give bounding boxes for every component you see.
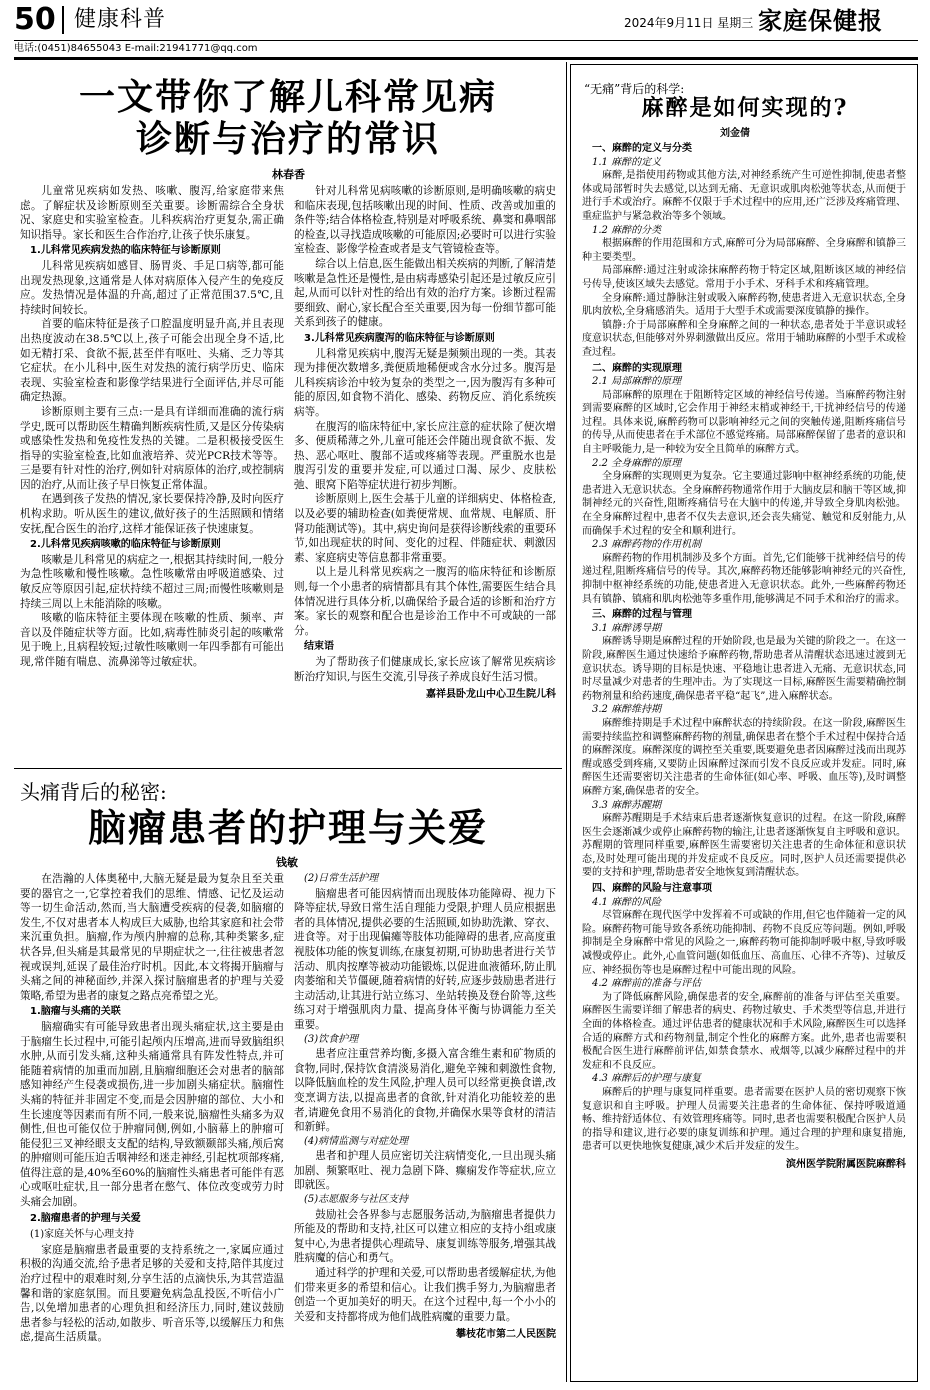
section-heading: 结束语 [304, 641, 334, 653]
paragraph: 儿童常见疾病如发热、咳嗽、腹泻,给家庭带来焦虑。了解症状及诊断原则至关重要。诊断需综合全身状况、家庭史和实验室检查。儿科疾病治疗更复杂,需正确知识指导。家长和医生合作治疗,让孩子快乐康复。 [20, 185, 284, 241]
paragraph: 咳嗽是儿科常见的病症之一,根据其持续时间,一般分为急性咳嗽和慢性咳嗽。急性咳嗽常由呼吸道感染、过敏反应等原因引起,症状持续不超过三周;而慢性咳嗽则是持续三周以上未能消除的咳嗽。 [20, 553, 284, 610]
paragraph: 鼓励社会各界参与志愿服务活动,为脑瘤患者提供力所能及的帮助和支持,社区可以建立相应的支持小组或康复中心,为患者提供心理疏导、康复训练等服务,增强其战胜病魔的信心和勇气。 [294, 1208, 556, 1265]
article1-author: 林春香 [272, 168, 305, 181]
article3-title: 麻醉是如何实现的? [641, 95, 849, 121]
paragraph: 根据麻醉的作用范围和方式,麻醉可分为局部麻醉、全身麻醉和镇静三种主要类型。 [582, 238, 906, 263]
article2-kicker: 头痛背后的秘密: [20, 780, 167, 804]
page-number: 50 [14, 2, 56, 37]
section-title: 健康科普 [74, 7, 167, 32]
article2-column-1 [20, 872, 284, 1378]
paragraph: 患者应注重营养均衡,多摄入富含维生素和矿物质的食物,同时,保持饮食清淡易消化,避免辛辣和刺激性食物,以降低脑血栓的发生风险,护理人员可以经常更换食谱,改变烹调方法,以提高患者的食欲,针对消化功能较差的患者,请避免食用不易消化的食物,并确保水果等食材的清洁和新鲜。 [294, 1048, 556, 1134]
subsection-heading: (5)志愿服务与社区支持 [304, 1194, 409, 1206]
paragraph: 麻醉苏醒期是手术结束后患者逐渐恢复意识的过程。在这一阶段,麻醉医生会逐渐减少或停止麻醉药物的输注,让患者逐渐恢复自主呼吸和意识。苏醒期的管理同样重要,麻醉医生需要密切关注患者的生命体征和意识状态,及时处理可能出现的并发症或不良反应。同时,医护人员还需要提供必要的支持和护理,帮助患者安全地恢复到清醒状态。 [582, 813, 906, 879]
paragraph: 为了降低麻醉风险,确保患者的安全,麻醉前的准备与评估至关重要。麻醉医生需要详细了解患者的病史、药物过敏史、手术类型等信息,并进行全面的体格检查。通过评估患者的健康状况和手术风险,麻醉医生可以选择合适的麻醉方式和药物剂量,制定个性化的麻醉方案。此外,患者也需要积极配合医生进行麻醉前评估,如禁食禁水、戒烟等,以减少麻醉过程中的并发症和不良反应。 [582, 991, 906, 1071]
subsection-heading: 4.1 麻醉的风险 [592, 896, 662, 908]
subsection-heading: (3)饮食护理 [304, 1033, 359, 1045]
paragraph: 在腹泻的临床特征中,家长应注意的症状除了便次增多、便质稀薄之外,儿童可能还会伴随出现食欲不振、发热、恶心呕吐、腹部不适或疼痛等表现。严重脱水也是腹泻引发的重要并发症,可以通过口渴、尿少、皮肤松弛、眼窝下陷等症状进行初步判断。 [294, 420, 556, 491]
header-rule [14, 40, 918, 41]
paragraph: 麻醉药物的作用机制涉及多个方面。首先,它们能够干扰神经信号的传递过程,阻断疼痛信号的传导。其次,麻醉药物还能够影响神经元的兴奋性,抑制中枢神经系统的功能,使患者进入无意识状态。此外,一些麻醉药物还具有镇静、镇痛和肌肉松弛等多重作用,能够满足不同手术和治疗的需求。 [582, 552, 906, 605]
masthead-divider [62, 6, 64, 34]
issue-date: 2024年9月11日 星期三 [624, 16, 754, 30]
section-heading: 四、麻醉的风险与注意事项 [592, 883, 712, 895]
article1-title-line1: 一文带你了解儿科常见病 [78, 76, 497, 118]
header-thick-rule [14, 57, 918, 60]
paragraph: 针对儿科常见病咳嗽的诊断原则,是明确咳嗽的病史和临床表现,包括咳嗽出现的时间、性质、改善或加重的条件等;结合体格检查,特别是对呼吸系统、鼻窦和鼻咽部的检查,以寻找造成咳嗽的可能原因;必要时可以进行实验室检查、影像学检查或者是支气管镜检查等。 [294, 185, 556, 256]
paragraph: 通过科学的护理和关爱,可以帮助患者缓解症状,为他们带来更多的希望和信心。让我们携手努力,为脑瘤患者创造一个更加美好的明天。在这个过程中,每一个小小的关爱和支持都将成为他们战胜病魔的重要力量。 [294, 1267, 556, 1323]
article1-column-1 [20, 184, 284, 762]
section-heading: 一、麻醉的定义与分类 [592, 143, 692, 154]
subsection-heading: 4.3 麻醉后的护理与康复 [592, 1073, 702, 1085]
subsection-heading: 3.1 麻醉诱导期 [592, 622, 662, 634]
paragraph: 全身麻醉的实现则更为复杂。它主要通过影响中枢神经系统的功能,使患者进入无意识状态。全身麻醉药物通常作用于大脑皮层和脑干等区域,抑制神经元的兴奋性,阻断疼痛信号在大脑中的传递,并导致全身肌肉松弛。在全身麻醉过程中,患者不仅失去意识,还会丧失痛觉、触觉和反射能力,从而确保手术过程的安全和顺利进行。 [582, 471, 906, 537]
contact-line: 电话:(0451)84655043 E-mail:21941771@qq.com [14, 43, 258, 54]
article3-kicker: “无痛”背后的科学: [584, 82, 685, 96]
byline-institution: 攀枝花市第二人民医院 [456, 1329, 556, 1341]
paragraph: 镇静:介于局部麻醉和全身麻醉之间的一种状态,患者处于半意识或轻度意识状态,但能够对外界刺激做出反应。常用于辅助麻醉的小型手术或检查过程。 [582, 319, 906, 358]
left-column-area [14, 64, 562, 1382]
paragraph: 为了帮助孩子们健康成长,家长应该了解常见疾病诊断治疗知识,与医生交流,引导孩子养成良好生活习惯。 [294, 656, 556, 683]
section-heading: 1.脑瘤与头痛的关联 [30, 1006, 121, 1018]
paragraph: 脑瘤患者可能因病情而出现肢体功能障碍、视力下降等症状,导致日常生活自理能力受限,护理人员应根据患者的具体情况,提供必要的生活照顾,如协助洗漱、穿衣、进食等。对于出现偏瘫等肢体功能障碍的患者,应高度重视肢体功能的恢复训练,在康复初期,可协助患者进行关节活动、肌肉按摩等被动功能锻炼,以促进血液循环,防止肌肉萎缩和关节僵硬,随着病情的好转,应逐步鼓励患者进行主动活动,让其进行站立练习、坐站转换及登台阶等,这些练习对于增强肌肉力量、提高身体平衡与协调能力至关重要。 [294, 887, 556, 1031]
article1-title-line2: 诊断与治疗的常识 [135, 118, 440, 160]
article-separator [14, 768, 562, 769]
subsection-heading: (4)病情监测与对症处理 [304, 1135, 409, 1147]
newspaper-name: 家庭保健报 [758, 6, 883, 35]
byline-institution: 嘉祥县卧龙山中心卫生院儿科 [426, 689, 556, 701]
right-column-area [570, 64, 920, 1382]
section-heading: 2.脑瘤患者的护理与关爱 [30, 1212, 141, 1224]
article2-author: 钱敏 [276, 856, 298, 869]
paragraph: 在遇到孩子发热的情况,家长要保持冷静,及时向医疗机构求助。听从医生的建议,做好孩子的生活照顾和情绪安抚,配合医生的治疗,这样才能保证孩子快速康复。 [20, 493, 284, 535]
section-heading: 2.儿科常见疾病咳嗽的临床特征与诊断原则 [30, 539, 221, 551]
paragraph: 家庭是脑瘤患者最重要的支持系统之一,家属应通过积极的沟通交流,给予患者足够的关爱和支持,陪伴其度过治疗过程中的艰难时刻,分享生活的点滴快乐,为其营造温馨和谐的家庭氛围。而且要避免病急乱投医,不听信小广告,以免增加患者的心理负担和经济压力,同时,建议鼓励患者参与轻松的活动,如散步、听音乐等,以缓解压力和焦虑,提高生活质量。 [20, 1243, 284, 1344]
byline-institution: 滨州医学院附属医院麻醉科 [786, 1158, 906, 1170]
subsection-heading: (1)家庭关怀与心理支持 [30, 1229, 135, 1241]
paragraph: 诊断原则上,医生会基于儿童的详细病史、体格检查,以及必要的辅助检查(如粪便常规、血常规、电解质、肝肾功能测试等)。其中,病史询问是获得诊断线索的重要环节,如出现症状的时间、变化的过程、伴随症状、刺激因素、家庭病史等信息都非常重要。 [294, 493, 556, 564]
paragraph: 以上是儿科常见疾病之一腹泻的临床特征和诊断原则,每一个小患者的病情都具有其个体性,需要医生结合具体情况进行具体分析,以确保给予最合适的诊断和治疗方案。家长的观察和配合也是诊治工作中不可或缺的一部分。 [294, 566, 556, 637]
subsection-heading: 3.2 麻醉维持期 [592, 704, 662, 716]
paragraph: 局部麻醉的原理在于阻断特定区域的神经信号传递。当麻醉药物注射到需要麻醉的区域时,它会作用于神经末梢或神经干,干扰神经信号的传递过程。具体来说,麻醉药物可以影响神经元之间的突触传递,阻断疼痛信号的传导,从而使患者在手术部位不感觉疼痛。局部麻醉保留了患者的意识和自主呼吸能力,是一种较为安全且简单的麻醉方式。 [582, 389, 906, 456]
paragraph: 麻醉维持期是手术过程中麻醉状态的持续阶段。在这一阶段,麻醉医生需要持续监控和调整麻醉药物的剂量,确保患者在整个手术过程中保持合适的麻醉深度。麻醉深度的调控至关重要,既要避免患者因麻醉过浅而出现苏醒或感受到疼痛,又要防止因麻醉过深而引发不良反应或并发症。同时,麻醉医生还需要密切关注患者的生命体征(如心率、呼吸、血压等),及时调整麻醉方案,确保患者的安全。 [582, 717, 906, 797]
paragraph: 诊断原则主要有三点:一是具有详细而准确的流行病学史,既可以帮助医生精确判断疾病性质,又是区分传染病或感染性发热和免疫性发热的关键。二是积极接受医生指导的实验室检查,比如血液培养、荧光PCR技术等等。三是要有针对性的治疗,例如针对病原体的治疗,或控制病因的治疗,从而让孩子早日恢复正常体温。 [20, 405, 284, 491]
section-heading: 二、麻醉的实现原理 [592, 362, 682, 374]
paragraph: 首要的临床特征是孩子口腔温度明显升高,并且表现出热度波动在38.5℃以上,孩子可能会出现全身不适,比如无精打采、食欲不振,甚至伴有呕吐、头痛、乏力等其它症状。在小儿科中,医生对发热的流行病学历史、临床表现、实验室检查和影像学结果进行全面评估,并尽可能确定热源。 [20, 318, 284, 404]
paragraph: 在浩瀚的人体奥秘中,大脑无疑是最为复杂且至关重要的器官之一,它掌控着我们的思维、情感、记忆及运动等一切生命活动,然而,当大脑遭受疾病的侵袭,如脑瘤的发生,不仅对患者本人构成巨大威胁,也给其家庭和社会带来沉重负担。脑瘤,作为颅内肿瘤的总称,其种类繁多,症状各异,但头痛是其最常见的早期症状之一,往往被患者忽视或误判,延误了最佳治疗时机。因此,本文将揭开脑瘤与头痛之间的神秘面纱,并深入探讨脑瘤患者的护理与关爱策略,希望为患者的康复之路点亮希望之光。 [20, 873, 284, 1002]
subsection-heading: 3.3 麻醉苏醒期 [592, 799, 662, 811]
subsection-heading: (2)日常生活护理 [304, 873, 379, 884]
section-heading: 3.儿科常见疾病腹泻的临床特征与诊断原则 [304, 332, 495, 344]
paragraph: 尽管麻醉在现代医学中发挥着不可或缺的作用,但它也伴随着一定的风险。麻醉药物可能导致各系统功能抑制、药物不良反应等问题。例如,呼吸抑制是全身麻醉中常见的风险之一,麻醉药物可能抑制呼吸中枢,导致呼吸减慢或停止。此外,心血管问题(如低血压、高血压、心律不齐等)、过敏反应、神经损伤等也是麻醉过程中可能出现的风险。 [582, 910, 906, 976]
subsection-heading: 2.1 局部麻醉的原理 [592, 376, 682, 388]
paragraph: 脑瘤确实有可能导致患者出现头痛症状,这主要是由于脑瘤生长过程中,可能引起颅内压增高,进而导致脑组织水肿,从而引发头痛,这种头痛通常具有阵发性特点,并可能随着病情的加重而加剧,且脑瘤细胞还会对患者的脑部感知神经产生侵袭或损伤,进一步加剧头痛症状。脑瘤性头痛的特征并非固定不变,而是会因肿瘤的部位、大小和生长速度等因素而有所不同,一般来说,脑瘤性头痛多为双侧性,但也可能仅位于肿瘤同侧,例如,小脑幕上的肿瘤可能侵犯三叉神经眼支支配的结构,导致额颞部头痛,颅后窝的肿瘤则可能压迫舌咽神经和迷走神经,引起枕项部疼痛,值得注意的是,40%至60%的脑瘤性头痛患者可能伴有恶心或呕吐症状,且一部分患者在憋气、体位改变或劳力时头痛会加剧。 [20, 1020, 284, 1209]
subsection-heading: 2.3 麻醉药物的作用机制 [592, 539, 702, 551]
paragraph: 全身麻醉:通过静脉注射或吸入麻醉药物,使患者进入无意识状态,全身肌肉放松,全身痛感消失。适用于大型手术或需要深度镇静的操作。 [582, 292, 906, 318]
article2-column-2 [294, 872, 556, 1378]
paragraph: 麻醉诱导期是麻醉过程的开始阶段,也是最为关键的阶段之一。在这一阶段,麻醉医生通过快速给予麻醉药物,帮助患者从清醒状态迅速过渡到无意识状态。诱导期的目标是快速、平稳地让患者进入无痛、无意识状态,同时尽量减少对患者的生理冲击。为了实现这一目标,麻醉医生需要精确控制药物剂量和给药速度,确保患者平稳“起飞”,进入麻醉状态。 [582, 636, 906, 702]
paragraph: 儿科常见疾病如感冒、肠胃炎、手足口病等,都可能出现发热现象,这通常是人体对病原体入侵产生的免疫反应。发热情况是体温的升高,超过了正常范围37.5℃,且持续时间较长。 [20, 259, 284, 316]
paragraph: 局部麻醉:通过注射或涂抹麻醉药物于特定区域,阻断该区域的神经信号传导,使该区域失去感觉。常用于小手术、牙科手术和疼痛管理。 [582, 265, 906, 290]
subsection-heading: 1.2 麻醉的分类 [592, 224, 662, 236]
column-divider [566, 62, 567, 1382]
article3-body [582, 140, 906, 1374]
section-heading: 1.儿科常见疾病发热的临床特征与诊断原则 [30, 245, 221, 257]
paragraph: 麻醉,是指使用药物或其他方法,对神经系统产生可逆性抑制,使患者整体或局部暂时失去感觉,以达到无痛、无意识或肌肉松弛等状态,从而便于进行手术或治疗。麻醉不仅限于手术过程中的应用,还广泛涉及疼痛管理、重症监护与紧急救治等多个领域。 [582, 170, 906, 222]
paragraph: 咳嗽的临床特征主要体现在咳嗽的性质、频率、声音以及伴随症状等方面。比如,病毒性肺炎引起的咳嗽常见于晚上,且病程较短;过敏性咳嗽则一年四季都有可能出现,常伴随有喘息、流鼻涕等过敏症状。 [20, 612, 284, 668]
article1-column-2 [294, 184, 556, 762]
article2-title: 脑瘤患者的护理与关爱 [87, 805, 488, 850]
paragraph: 综合以上信息,医生能做出相关疾病的判断,了解清楚咳嗽是急性还是慢性,是由病毒感染引起还是过敏反应引起,从而可以针对性的给出有效的治疗方案。诊断过程需要细致、耐心,家长配合至关重要,因为每一份细节都可能关系到孩子的健康。 [294, 257, 556, 329]
paragraph: 麻醉后的护理与康复同样重要。患者需要在医护人员的密切观察下恢复意识和自主呼吸。护理人员需要关注患者的生命体征、保持呼吸道通畅、维持舒适体位、有效管理疼痛等。同时,患者也需要积极配合医护人员的指导和建议,进行必要的康复训练和护理。通过合理的护理和康复措施,患者可以更快地恢复健康,减少术后并发症的发生。 [582, 1086, 906, 1153]
section-heading: 三、麻醉的过程与管理 [592, 609, 692, 621]
subsection-heading: 2.2 全身麻醉的原理 [592, 457, 682, 469]
article3-author: 刘金倩 [720, 128, 750, 139]
subsection-heading: 4.2 麻醉前的准备与评估 [592, 978, 702, 990]
paragraph: 患者和护理人员应密切关注病情变化,一旦出现头痛加剧、频繁呕吐、视力急剧下降、癫痫发作等症状,应立即就医。 [294, 1150, 556, 1192]
paragraph: 儿科常见疾病中,腹泻无疑是频频出现的一类。其表现为排便次数增多,粪便质地稀便或含水分过多。腹泻是儿科疾病诊治中较为复杂的类型之一,因为腹泻有多种可能的原因,如食物不消化、感染、药物反应、消化系统疾病等。 [294, 347, 556, 418]
subsection-heading: 1.1 麻醉的定义 [592, 156, 662, 168]
